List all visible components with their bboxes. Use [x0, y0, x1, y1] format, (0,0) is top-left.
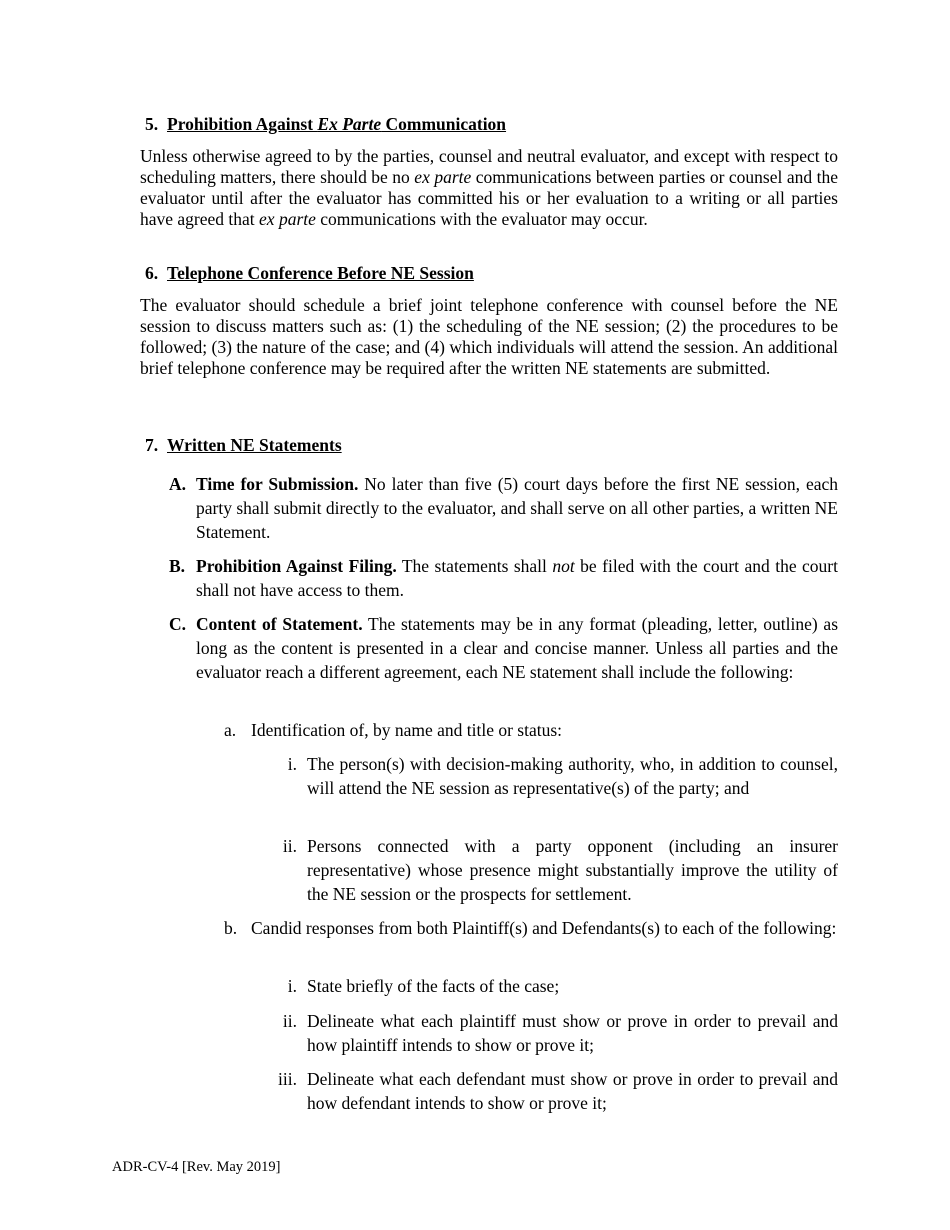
section-6-heading — [145, 262, 474, 284]
list-marker: i. — [287, 754, 297, 774]
section-number: 5. — [145, 114, 159, 134]
list-item-time-for-submission: A. Time for Submission. No later than five (5) court days before the first NE session, each party shall submit directly to the evaluator, and shall serve on all other parties, a written NE Statement. — [169, 474, 838, 542]
list-marker: i. — [287, 976, 297, 996]
section-5-heading — [145, 113, 506, 135]
list-marker: C. — [169, 614, 187, 634]
section-number: 6. — [145, 263, 159, 283]
page-footer: ADR-CV-4 [Rev. May 2019] — [112, 1159, 281, 1175]
section-5-body: Unless otherwise agreed to by the parties, counsel and neutral evaluator, and except with respect to scheduling matters, there should be no ex parte communications between parties or counsel and the evaluator until after the evaluator has committed his or her evaluation to a writing or all parties have agreed that ex parte communications with the evaluator may occur. — [140, 146, 838, 229]
sublist-item-b: b. Candid responses from both Plaintiff(s) and Defendants(s) to each of the following: — [224, 918, 837, 938]
list-marker: ii. — [282, 836, 297, 856]
section-6-body: The evaluator should schedule a brief joint telephone conference with counsel before the NE session to discuss matters such as: (1) the scheduling of the NE session; (2) the procedures to be followed; (3) the nature of the case; and (4) which individuals will attend the session. An additional brief telephone conference may be required after the written NE statements are submitted. — [140, 295, 838, 378]
list-marker: b. — [224, 918, 238, 938]
list-marker: a. — [224, 720, 237, 740]
list-marker: A. — [169, 474, 187, 494]
sublist-item-b-ii: ii. Delineate what each plaintiff must show or prove in order to prevail and how plaintiff intends to show or prove it; — [307, 1009, 838, 1057]
list-marker: ii. — [282, 1011, 297, 1031]
section-title: Prohibition Against Ex Parte Communication — [167, 114, 507, 134]
list-marker: B. — [169, 556, 186, 576]
sublist-item-a-i: i. The person(s) with decision-making authority, who, in addition to counsel, will attend the NE session as representative(s) of the party; and — [307, 752, 838, 800]
section-title: Telephone Conference Before NE Session — [167, 263, 474, 283]
list-item-content-of-statement: C. Content of Statement. The statements may be in any format (pleading, letter, outline) as long as the content is presented in a clear and concise manner. Unless all parties and the evaluator reach a different agreement, each NE statement shall include the following: — [169, 614, 839, 682]
section-title: Written NE Statements — [167, 435, 342, 455]
list-marker: iii. — [278, 1069, 297, 1089]
section-7-heading — [145, 434, 342, 456]
sublist-item-b-i: i. State briefly of the facts of the case; — [307, 974, 838, 998]
sublist-item-a-ii: ii. Persons connected with a party opponent (including an insurer representative) whose presence might substantially improve the utility of the NE session or the prospects for settlement. — [307, 834, 838, 906]
sublist-item-b-iii: iii. Delineate what each defendant must show or prove in order to prevail and how defendant intends to show or prove it; — [307, 1067, 838, 1115]
section-number: 7. — [145, 435, 159, 455]
sublist-item-a: a. Identification of, by name and title or status: — [224, 720, 563, 740]
list-item-prohibition-against-filing: B. Prohibition Against Filing. The statements shall not be filed with the court and the court shall not have access to them. — [169, 556, 838, 600]
